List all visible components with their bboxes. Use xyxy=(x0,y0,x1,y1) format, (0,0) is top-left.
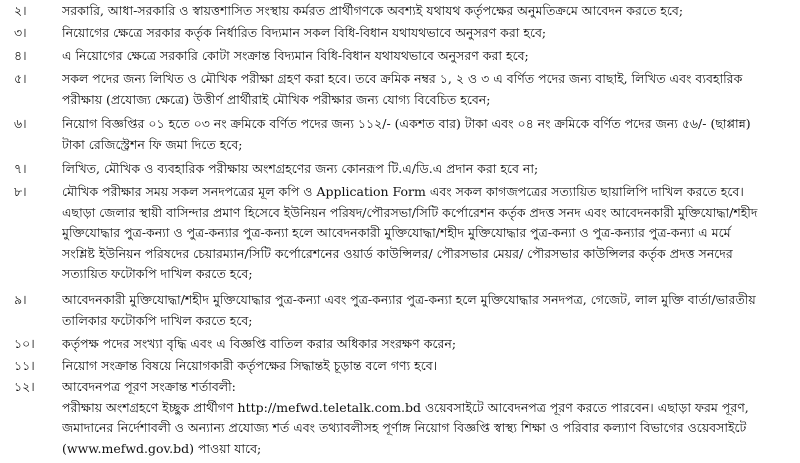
clause-text xyxy=(62,46,792,67)
clause-line: সরকারি, আধা-সরকারি ও স্বায়ত্তশাসিত সংস্থায় কর্মরত প্রার্থীগণকে অবশ্যই যথাযথ কর্তৃপক্ষের অনুমতিক্রমে আবেদন করতে হবে; xyxy=(62,3,684,18)
clause-number: ৩। xyxy=(14,25,27,40)
clause-line: জমাদানের নির্দেশাবলী ও অন্যান্য প্রযোজ্য শর্ত এবং তথ্যাবলীসহ পূর্ণাঙ্গ নিয়োগ বিজ্ঞপ্তি স্বাস্থ্য শিক্ষা ও পরিবার কল্যাণ বিভাগের ওয়েবসাইটে xyxy=(62,420,747,435)
clause-number: ২। xyxy=(14,3,27,18)
clause-text xyxy=(62,114,792,155)
clause-line: সংশ্লিষ্ট ইউনিয়ন পরিষদের চেয়ারম্যান/সিটি কর্পোরেশনের ওয়ার্ড কাউন্সিলর/ পৌরসভার মেয়র/ পৌরসভার কাউন্সিলর কর্তৃক প্রদত্ত সনদের xyxy=(62,245,733,261)
clause-text xyxy=(62,23,792,44)
clause-line: লিখিত, মৌখিক ও ব্যবহারিক পরীক্ষায় অংশগ্রহণের জন্য কোনরূপ টি.এ/ডি.এ প্রদান করা হবে না; xyxy=(62,161,539,176)
clause-line: আবেদনপত্র পূরণ সংক্রান্ত শর্তাবলী: xyxy=(62,379,236,394)
clause-line: কর্তৃপক্ষ পদের সংখ্যা বৃদ্ধি এবং এ বিজ্ঞপ্তি বাতিল করার অধিকার সংরক্ষণ করেন; xyxy=(62,336,457,351)
clause-text xyxy=(62,182,792,285)
clause-line: তালিকার ফটোকপি দাখিল করতে হবে; xyxy=(62,312,253,328)
clause-line: পরীক্ষায় (প্রযোজ্য ক্ষেত্রে) উত্তীর্ণ প্রার্থীরাই মৌখিক পরীক্ষার জন্য যোগ্য বিবেচিত হবেন; xyxy=(62,91,491,107)
clause-line: নিয়োগ সংক্রান্ত বিষয়ে নিয়োগকারী কর্তৃপক্ষের সিদ্ধান্তই চূড়ান্ত বলে গণ্য হবে। xyxy=(62,358,438,373)
clause-number: ৬। xyxy=(14,116,27,131)
clause-number: ৮। xyxy=(14,184,27,199)
clause-text xyxy=(62,1,792,22)
clause-text xyxy=(62,334,792,355)
clause-line: এ নিয়োগের ক্ষেত্রে সরকারি কোটা সংক্রান্ত বিদ্যমান বিধি-বিধান যথাযথভাবে অনুসরণ করা হবে; xyxy=(62,48,529,63)
clause-line: এছাড়া জেলার স্থায়ী বাসিন্দার প্রমাণ হিসেবে ইউনিয়ন পরিষদ/পৌরসভা/সিটি কর্পোরেশন কর্তৃক প্রদত্ত সনদ এবং আবেদনকারী মুক্তিযোদ্ধা/শহীদ xyxy=(62,204,758,220)
clause-number: ১২। xyxy=(14,379,35,394)
clause-line: মৌখিক পরীক্ষার সময় সকল সনদপত্রের মূল কপি ও Application Form এবং সকল কাগজপত্রের সত্যায়িত ছায়ালিপি দাখিল করতে হবে। xyxy=(62,184,744,199)
clause-text xyxy=(62,69,792,110)
clause-number: ৫। xyxy=(14,71,27,86)
clause-text xyxy=(62,290,792,331)
clause-line: পরীক্ষায় অংশগ্রহণে ইচ্ছুক প্রার্থীগণ http://mefwd.teletalk.com.bd ওয়েবসাইটে আবেদনপত্র পূরণ করতে পারবেন। এছাড়া ফরম পূরণ, xyxy=(62,399,749,415)
clause-number: ১০। xyxy=(14,336,35,351)
clause-line: টাকা রেজিস্ট্রেশন ফি জমা দিতে হবে; xyxy=(62,136,243,152)
clause-number: ৪। xyxy=(14,48,27,63)
clause-line: আবেদনকারী মুক্তিযোদ্ধা/শহীদ মুক্তিযোদ্ধার পুত্র-কন্যা এবং পুত্র-কন্যার পুত্র-কন্যা হলে মুক্তিযোদ্ধার সনদপত্র, গেজেট, লাল মুক্তি বার্তা/ভারতীয় xyxy=(62,292,756,307)
clause-text xyxy=(62,356,792,377)
clause-line: মুক্তিযোদ্ধার পুত্র-কন্যা ও পুত্র-কন্যার পুত্র-কন্যা হলে আবেদনকারী মুক্তিযোদ্ধা/শহীদ মুক্তিযোদ্ধার পুত্র-কন্যা ও পুত্র-কন্যার পুত্র-কন্যা এ মর্মে xyxy=(62,225,731,240)
clause-line: (www.mefwd.gov.bd) পাওয়া যাবে; xyxy=(62,440,262,456)
clause-line: নিয়োগের ক্ষেত্রে সরকার কর্তৃক নির্ধারিত বিদ্যমান সকল বিধি-বিধান যথাযথভাবে অনুসরণ করা হবে; xyxy=(62,25,547,40)
clause-line: সত্যায়িত ফটোকপি দাখিল করতে হবে; xyxy=(62,266,253,281)
clause-number: ১১। xyxy=(14,358,35,373)
clause-number: ৭। xyxy=(14,161,27,176)
clause-text xyxy=(62,377,792,459)
clause-line: নিয়োগ বিজ্ঞপ্তির ০১ হতে ০৩ নং ক্রমিকে বর্ণিত পদের জন্য ১১২/- (একশত বার) টাকা এবং ০৪ নং ক্রমিকে বর্ণিত পদের জন্য ৫৬/- (ছাপ্পান্ন) xyxy=(62,116,751,131)
clause-text xyxy=(62,159,792,180)
clause-number: ৯। xyxy=(14,292,27,307)
clause-line: সকল পদের জন্য লিখিত ও মৌখিক পরীক্ষা গ্রহণ করা হবে। তবে ক্রমিক নম্বর ১, ২ ও ৩ এ বর্ণিত পদের জন্য বাছাই, লিখিত এবং ব্যবহারিক xyxy=(62,71,743,86)
